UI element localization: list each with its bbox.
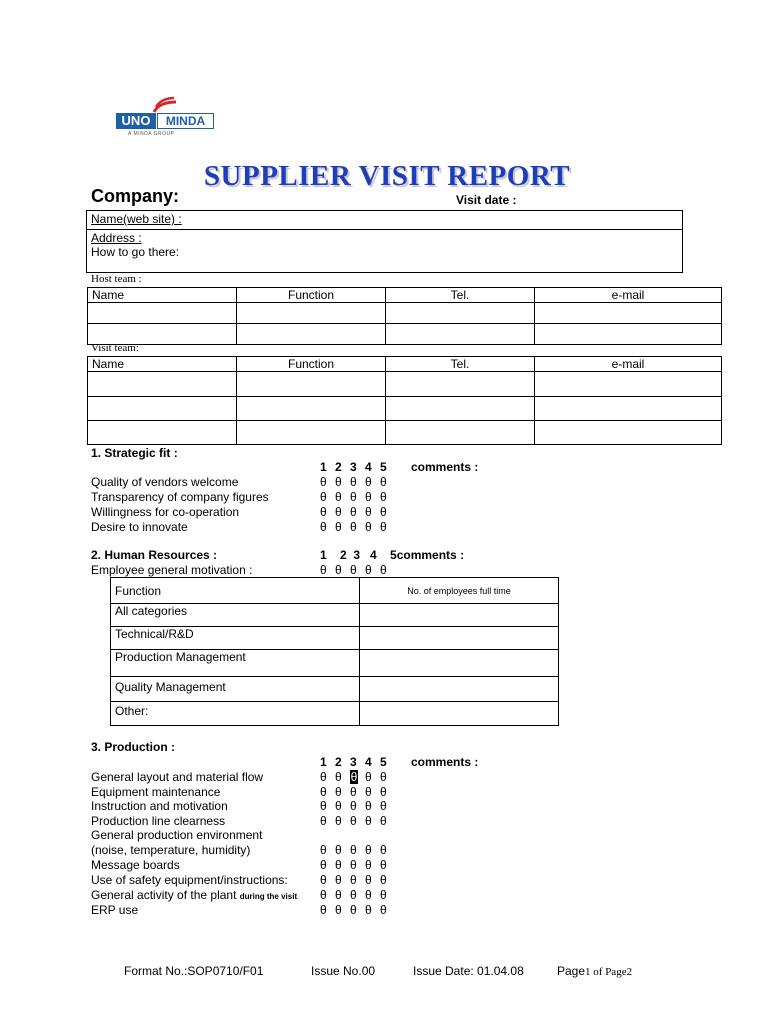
production-item-label: Instruction and motivation — [91, 799, 228, 813]
production-item-label: Production line clearness — [91, 814, 226, 828]
rating-radio-group[interactable] — [320, 888, 395, 902]
radio-icon[interactable]: θ — [320, 843, 327, 857]
radio-icon[interactable]: θ — [380, 520, 387, 534]
uno-minda-logo — [116, 96, 216, 140]
radio-icon[interactable]: θ — [380, 563, 387, 577]
how-to-go-label: How to go there: — [91, 245, 180, 259]
employees-col-function: Function — [111, 578, 360, 604]
radio-icon[interactable]: θ — [335, 799, 342, 813]
visit-tel-cell-2[interactable] — [386, 397, 535, 421]
radio-icon[interactable]: θ — [365, 814, 372, 828]
radio-icon[interactable]: θ — [365, 903, 372, 917]
employees-row-label: All categories — [111, 604, 360, 627]
radio-icon[interactable]: θ — [320, 873, 327, 887]
radio-icon[interactable]: θ — [365, 563, 372, 577]
visit-email-cell-1[interactable] — [535, 372, 722, 397]
page-title: SUPPLIER VISIT REPORT — [203, 160, 571, 192]
radio-icon[interactable]: θ — [320, 563, 327, 577]
scale-2: 2 — [335, 460, 342, 474]
scale-1: 1 — [320, 755, 327, 769]
radio-icon[interactable]: θ — [350, 785, 357, 799]
radio-icon[interactable]: θ — [380, 873, 387, 887]
radio-icon[interactable]: θ — [320, 770, 327, 784]
radio-icon[interactable]: θ — [350, 903, 357, 917]
radio-icon[interactable]: θ — [335, 770, 342, 784]
footer-page-prefix: Page — [557, 964, 586, 978]
employees-count-cell[interactable] — [360, 650, 559, 677]
host-col-name: Name — [88, 288, 237, 303]
rating-radio-group[interactable] — [320, 858, 395, 872]
radio-icon[interactable]: θ — [365, 490, 372, 504]
employees-table — [110, 577, 559, 726]
table-row — [88, 397, 722, 421]
radio-icon[interactable]: θ — [380, 888, 387, 902]
visit-tel-cell-3[interactable] — [386, 421, 535, 445]
company-name-box[interactable] — [86, 210, 683, 230]
radio-icon[interactable]: θ — [365, 505, 372, 519]
radio-icon[interactable]: θ — [335, 520, 342, 534]
radio-icon[interactable]: θ — [350, 843, 357, 857]
production-item-row — [91, 888, 297, 902]
table-row — [111, 702, 559, 726]
host-tel-cell-2[interactable] — [386, 324, 535, 345]
table-row — [111, 627, 559, 650]
rating-radio-group[interactable] — [320, 873, 395, 887]
radio-icon[interactable]: θ — [320, 799, 327, 813]
logo-minda-text: MINDA — [157, 113, 214, 129]
visit-team-table — [87, 356, 722, 445]
rating-radio-group[interactable] — [320, 770, 395, 784]
radio-icon[interactable]: θ — [320, 888, 327, 902]
radio-icon[interactable]: θ — [335, 490, 342, 504]
rating-radio-group[interactable] — [320, 563, 395, 577]
employees-row-label: Other: — [111, 702, 360, 726]
employees-col-count: No. of employees full time — [360, 578, 559, 604]
radio-icon[interactable]: θ — [350, 490, 357, 504]
radio-icon[interactable]: θ — [380, 785, 387, 799]
employees-count-cell[interactable] — [360, 627, 559, 650]
radio-icon[interactable]: θ — [335, 843, 342, 857]
radio-selected-icon[interactable]: θ — [350, 770, 358, 784]
table-row — [111, 604, 559, 627]
rating-radio-group[interactable] — [320, 799, 395, 813]
strategic-item-label: Transparency of company figures — [91, 490, 269, 504]
company-name-label: Name(web site) : — [91, 212, 182, 226]
radio-icon[interactable]: θ — [320, 858, 327, 872]
host-name-cell-1[interactable] — [88, 303, 237, 324]
scale-3: 3 — [350, 755, 357, 769]
radio-icon[interactable]: θ — [320, 814, 327, 828]
table-row — [111, 650, 559, 677]
scale-4: 4 — [365, 460, 372, 474]
radio-icon[interactable]: θ — [335, 873, 342, 887]
radio-icon[interactable]: θ — [320, 785, 327, 799]
scale-2: 2 — [335, 755, 342, 769]
radio-icon[interactable]: θ — [380, 858, 387, 872]
employees-header-row — [111, 578, 559, 604]
host-function-cell-1[interactable] — [237, 303, 386, 324]
visit-function-cell-1[interactable] — [237, 372, 386, 397]
radio-icon[interactable]: θ — [335, 888, 342, 902]
rating-radio-group[interactable] — [320, 903, 395, 917]
scale-4: 4 — [365, 755, 372, 769]
host-team-header-row — [88, 288, 722, 303]
rating-radio-group[interactable] — [320, 785, 395, 799]
production-comments-label: comments : — [411, 755, 479, 769]
employees-row-label: Production Management — [111, 650, 360, 677]
host-team-label: Host team : — [91, 273, 142, 285]
radio-icon[interactable]: θ — [380, 814, 387, 828]
radio-icon[interactable]: θ — [335, 858, 342, 872]
address-label: Address : — [91, 231, 142, 245]
host-email-cell-1[interactable] — [535, 303, 722, 324]
production-item-label: Use of safety equipment/instructions: — [91, 873, 288, 887]
host-team-table — [87, 287, 722, 345]
production-scale — [320, 755, 395, 769]
table-row — [88, 372, 722, 397]
footer-format-no: Format No.:SOP0710/F01 — [124, 964, 264, 978]
scale-5: 5 — [380, 460, 387, 474]
logo-uno-text: UNO — [116, 113, 156, 129]
table-row — [111, 677, 559, 702]
production-item-label: ERP use — [91, 903, 139, 917]
radio-icon[interactable]: θ — [365, 843, 372, 857]
visit-col-function: Function — [237, 357, 386, 372]
employees-row-label: Quality Management — [111, 677, 360, 702]
employees-count-cell[interactable] — [360, 604, 559, 627]
strategic-scale — [320, 460, 395, 474]
strategic-item-label: Quality of vendors welcome — [91, 475, 239, 489]
production-item-label: General production environment — [91, 828, 263, 842]
visit-date-label: Visit date : — [456, 193, 517, 207]
host-email-cell-2[interactable] — [535, 324, 722, 345]
logo-swoosh-icon — [152, 96, 178, 114]
radio-icon[interactable]: θ — [335, 563, 342, 577]
employees-count-cell[interactable] — [360, 677, 559, 702]
visit-email-cell-2[interactable] — [535, 397, 722, 421]
footer-page-suffix: 1 of Page2 — [585, 966, 633, 978]
logo-group-text: A MINDA GROUP — [128, 131, 175, 137]
rating-radio-group[interactable] — [320, 475, 395, 489]
table-row — [88, 421, 722, 445]
radio-icon[interactable]: θ — [365, 520, 372, 534]
radio-icon[interactable]: θ — [380, 490, 387, 504]
radio-icon[interactable]: θ — [380, 843, 387, 857]
radio-icon[interactable]: θ — [350, 505, 357, 519]
strategic-item-label: Desire to innovate — [91, 520, 188, 534]
radio-icon[interactable]: θ — [365, 799, 372, 813]
host-tel-cell-1[interactable] — [386, 303, 535, 324]
radio-icon[interactable]: θ — [320, 505, 327, 519]
visit-email-cell-3[interactable] — [535, 421, 722, 445]
radio-icon[interactable]: θ — [320, 490, 327, 504]
radio-icon[interactable]: θ — [350, 873, 357, 887]
visit-col-tel: Tel. — [386, 357, 535, 372]
production-item-label: General layout and material flow — [91, 770, 264, 784]
radio-icon[interactable]: θ — [365, 888, 372, 902]
radio-icon[interactable]: θ — [335, 475, 342, 489]
host-col-tel: Tel. — [386, 288, 535, 303]
strategic-fit-heading: 1. Strategic fit : — [91, 446, 178, 460]
footer-page — [557, 964, 632, 978]
radio-icon[interactable]: θ — [365, 770, 372, 784]
radio-icon[interactable]: θ — [365, 858, 372, 872]
scale-3: 3 — [350, 460, 357, 474]
rating-radio-group[interactable] — [320, 505, 395, 519]
radio-icon[interactable]: θ — [350, 888, 357, 902]
strategic-item-label: Willingness for co-operation — [91, 505, 240, 519]
production-item-label: General activity of the plant — [91, 888, 237, 902]
visit-function-cell-3[interactable] — [237, 421, 386, 445]
host-col-function: Function — [237, 288, 386, 303]
visit-name-cell-2[interactable] — [88, 397, 237, 421]
radio-icon[interactable]: θ — [380, 799, 387, 813]
radio-icon[interactable]: θ — [350, 858, 357, 872]
host-col-email: e-mail — [535, 288, 722, 303]
radio-icon[interactable]: θ — [365, 475, 372, 489]
radio-icon[interactable]: θ — [335, 785, 342, 799]
host-function-cell-2[interactable] — [237, 324, 386, 345]
rating-radio-group[interactable] — [320, 843, 395, 857]
radio-icon[interactable]: θ — [350, 799, 357, 813]
table-row — [88, 303, 722, 324]
company-address-box[interactable] — [86, 229, 683, 273]
production-item-label: Equipment maintenance — [91, 785, 221, 799]
radio-icon[interactable]: θ — [350, 520, 357, 534]
radio-icon[interactable]: θ — [320, 520, 327, 534]
human-resources-heading: 2. Human Resources : — [91, 548, 218, 562]
employee-motivation-label: Employee general motivation : — [91, 563, 253, 577]
during-visit-note: during the visit — [239, 892, 298, 901]
scale-5: 5 — [380, 755, 387, 769]
visit-name-cell-1[interactable] — [88, 372, 237, 397]
production-heading: 3. Production : — [91, 740, 175, 754]
visit-function-cell-2[interactable] — [237, 397, 386, 421]
employees-count-cell[interactable] — [360, 702, 559, 726]
radio-icon[interactable]: θ — [350, 814, 357, 828]
production-item-label: (noise, temperature, humidity) — [91, 843, 251, 857]
radio-icon[interactable]: θ — [380, 903, 387, 917]
footer-issue-no: Issue No.00 — [311, 964, 376, 978]
strategic-comments-label: comments : — [411, 460, 479, 474]
radio-icon[interactable]: θ — [380, 475, 387, 489]
company-label: Company: — [91, 186, 180, 206]
table-row — [88, 324, 722, 345]
radio-icon[interactable]: θ — [380, 505, 387, 519]
production-item-label: Message boards — [91, 858, 180, 872]
radio-icon[interactable]: θ — [380, 770, 387, 784]
footer-issue-date: Issue Date: 01.04.08 — [413, 964, 524, 978]
visit-col-name: Name — [88, 357, 237, 372]
radio-icon[interactable]: θ — [335, 903, 342, 917]
radio-icon[interactable]: θ — [335, 505, 342, 519]
radio-icon[interactable]: θ — [365, 785, 372, 799]
radio-icon[interactable]: θ — [335, 814, 342, 828]
visit-team-label: Visit team: — [91, 342, 139, 354]
rating-radio-group[interactable] — [320, 490, 395, 504]
radio-icon[interactable]: θ — [320, 903, 327, 917]
scale-1: 1 — [320, 460, 327, 474]
radio-icon[interactable]: θ — [350, 563, 357, 577]
visit-name-cell-3[interactable] — [88, 421, 237, 445]
hr-scale-comments: 1 2 3 4 5comments : — [320, 548, 465, 562]
radio-icon[interactable]: θ — [350, 475, 357, 489]
rating-radio-group[interactable] — [320, 814, 395, 828]
visit-tel-cell-1[interactable] — [386, 372, 535, 397]
radio-icon[interactable]: θ — [365, 873, 372, 887]
radio-icon[interactable]: θ — [320, 475, 327, 489]
visit-col-email: e-mail — [535, 357, 722, 372]
visit-team-header-row — [88, 357, 722, 372]
employees-row-label: Technical/R&D — [111, 627, 360, 650]
rating-radio-group[interactable] — [320, 520, 395, 534]
